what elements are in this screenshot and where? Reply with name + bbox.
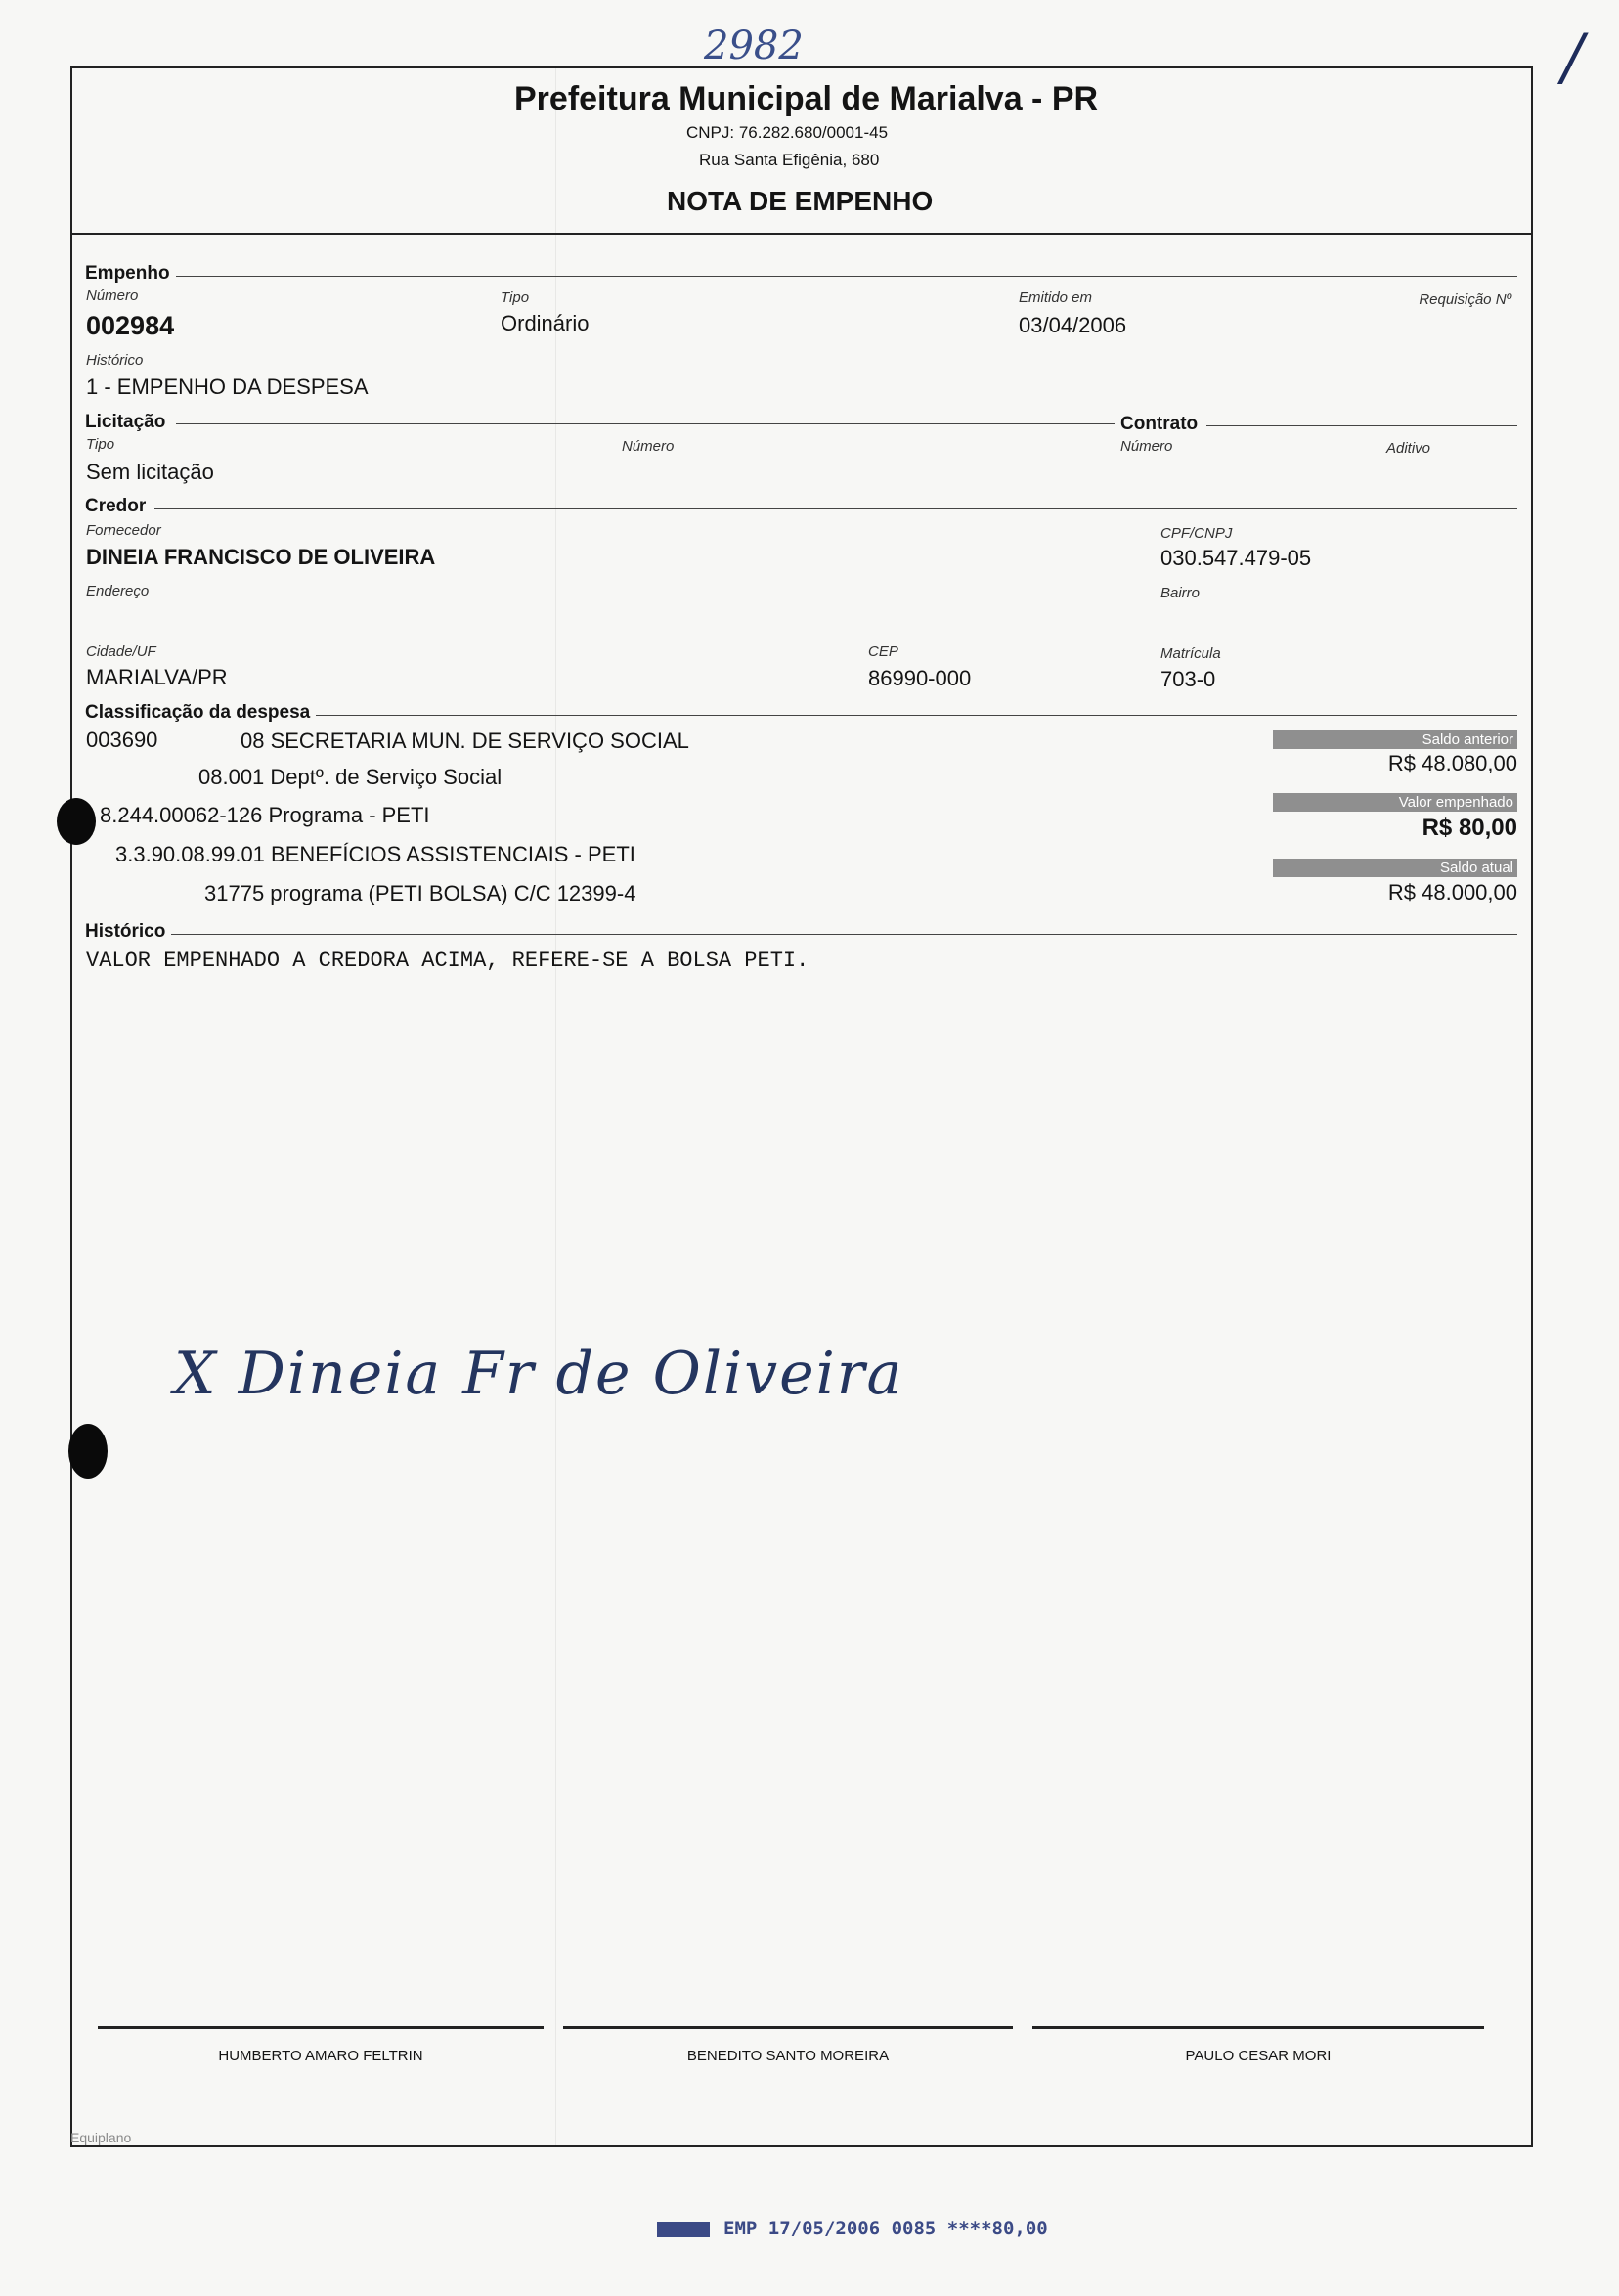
licitacao-tipo-label: Tipo xyxy=(86,436,115,453)
programa-text: 8.244.00062-126 Programa - PETI xyxy=(100,803,430,827)
signature-line-2 xyxy=(563,2026,1013,2029)
signature-line-1 xyxy=(98,2026,544,2029)
bairro-label: Bairro xyxy=(1160,585,1201,601)
contrato-section-label: Contrato xyxy=(1120,414,1203,435)
signatory-1-name: HUMBERTO AMARO FELTRIN xyxy=(218,2048,423,2064)
empenho-historico: 1 - EMPENHO DA DESPESA xyxy=(86,375,369,399)
secretaria-text: 08 SECRETARIA MUN. DE SERVIÇO SOCIAL xyxy=(241,729,689,753)
cpf-label: CPF/CNPJ xyxy=(1160,525,1233,542)
credor-rule xyxy=(154,508,1517,509)
elemento-text: 3.3.90.08.99.01 BENEFÍCIOS ASSISTENCIAIS - PETI xyxy=(115,842,635,866)
cep-label: CEP xyxy=(868,643,898,660)
classificacao-code: 003690 xyxy=(86,728,158,752)
emitido-date: 03/04/2006 xyxy=(1019,313,1127,337)
licitacao-numero-label: Número xyxy=(622,438,675,455)
punch-hole-top xyxy=(57,798,96,845)
licitacao-section-label: Licitação xyxy=(85,412,171,433)
valor-empenhado-value: R$ 80,00 xyxy=(1422,815,1517,841)
fold-line xyxy=(555,68,556,2145)
classificacao-section-label: Classificação da despesa xyxy=(85,702,316,724)
bank-stamp-text: EMP 17/05/2006 0085 ****80,00 xyxy=(723,2218,1048,2239)
cpf-value: 030.547.479-05 xyxy=(1160,546,1312,570)
empenho-historico-label: Histórico xyxy=(86,352,144,369)
handwritten-signature: X Dineia Fr de Oliveira xyxy=(174,1340,904,1408)
historico-text: VALOR EMPENHADO A CREDORA ACIMA, REFERE-SE A BOLSA PETI. xyxy=(86,949,810,973)
document-title: NOTA DE EMPENHO xyxy=(667,186,934,216)
saldo-atual-value: R$ 48.000,00 xyxy=(1387,880,1517,905)
valor-empenhado-label: Valor empenhado xyxy=(1273,793,1517,812)
matricula-value: 703-0 xyxy=(1160,667,1216,691)
cnpj-text: CNPJ: 76.282.680/0001-45 xyxy=(686,123,889,142)
fornecedor-name: DINEIA FRANCISCO DE OLIVEIRA xyxy=(86,545,436,569)
departamento-text: 08.001 Deptº. de Serviço Social xyxy=(198,765,503,789)
bank-logo-icon xyxy=(657,2222,710,2237)
punch-hole-bottom xyxy=(68,1424,108,1479)
cidade-value: MARIALVA/PR xyxy=(86,665,228,689)
emitido-label: Emitido em xyxy=(1019,289,1093,306)
saldo-anterior-label: Saldo anterior xyxy=(1273,730,1517,749)
signature-line-3 xyxy=(1032,2026,1484,2029)
recurso-text: 31775 programa (PETI BOLSA) C/C 12399-4 xyxy=(204,881,636,905)
empenho-rule xyxy=(176,276,1517,277)
empenho-numero: 002984 xyxy=(86,311,175,340)
matricula-label: Matrícula xyxy=(1160,645,1221,662)
requisicao-label: Requisição Nº xyxy=(1419,291,1511,308)
fornecedor-label: Fornecedor xyxy=(86,522,161,539)
cidade-label: Cidade/UF xyxy=(86,643,156,660)
saldo-anterior-value: R$ 48.080,00 xyxy=(1387,751,1517,775)
empenho-numero-label: Número xyxy=(86,287,139,304)
saldo-atual-label: Saldo atual xyxy=(1273,859,1517,877)
licitacao-rule xyxy=(176,423,1115,424)
empenho-tipo: Ordinário xyxy=(501,311,590,335)
empenho-tipo-label: Tipo xyxy=(501,289,530,306)
cep-value: 86990-000 xyxy=(868,666,972,690)
endereco-label: Endereço xyxy=(86,583,150,599)
municipality-title: Prefeitura Municipal de Marialva - PR xyxy=(514,80,1099,117)
signatory-2-name: BENEDITO SANTO MOREIRA xyxy=(686,2048,890,2064)
bank-stamp xyxy=(657,2218,1048,2239)
historico-rule xyxy=(170,934,1517,935)
header-separator xyxy=(70,233,1533,235)
credor-section-label: Credor xyxy=(85,496,152,517)
historico-section-label: Histórico xyxy=(85,921,171,943)
contrato-aditivo-label: Aditivo xyxy=(1386,440,1431,457)
contrato-rule xyxy=(1206,425,1517,426)
classificacao-rule xyxy=(315,715,1517,716)
software-name: Equiplano xyxy=(70,2130,132,2145)
handwritten-number: 2982 xyxy=(704,23,804,68)
licitacao-tipo: Sem licitação xyxy=(86,460,214,484)
contrato-numero-label: Número xyxy=(1120,438,1173,455)
empenho-section-label: Empenho xyxy=(85,263,176,285)
check-mark: / xyxy=(1562,22,1584,94)
signatory-3-name: PAULO CESAR MORI xyxy=(1185,2048,1332,2064)
address-text: Rua Santa Efigênia, 680 xyxy=(699,151,880,169)
